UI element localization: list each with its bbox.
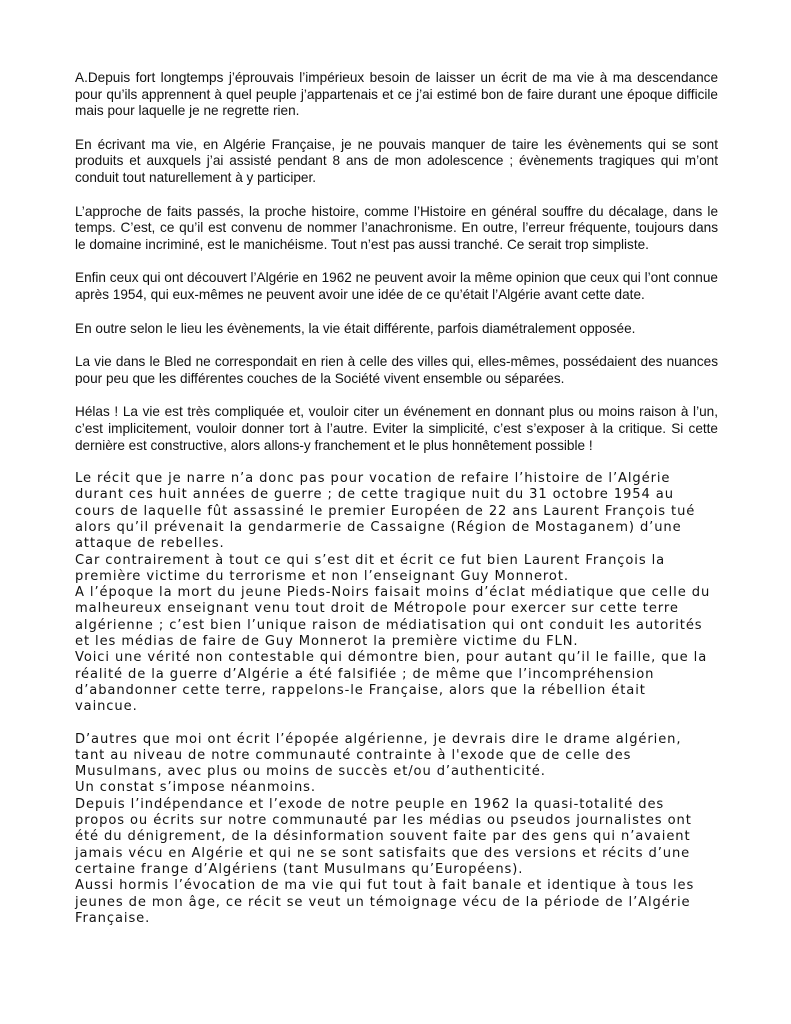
paragraph: Hélas ! La vie est très compliquée et, vouloir citer un événement en donnant plus ou moins raison à l’un, c’est implicitement, vouloir donner tort à l’autre. Eviter la simplicité, c’est s’exposer à la critique. Si cette dernière est constructive, alors allons-y franchement et le plus honnêtement possible ! bbox=[75, 404, 718, 453]
text-line: Voici une vérité non contestable qui démontre bien, pour autant qu’il le faille, que la bbox=[75, 650, 708, 666]
text-line: et les médias de faire de Guy Monnerot la première victime du FLN. bbox=[75, 634, 579, 650]
paragraph: Enfin ceux qui ont découvert l’Algérie en 1962 ne peuvent avoir la même opinion que ceux qui l’ont connue après 1954, qui eux-mêmes ne peuvent avoir une idée de ce qu’était l’Algérie avant cette date. bbox=[75, 270, 718, 302]
text-line: réalité de la guerre d’Algérie a été falsifiée ; de même que l’incompréhension bbox=[75, 666, 655, 682]
text-line: première victime du terrorisme et non l’enseignant Guy Monnerot. bbox=[75, 568, 569, 584]
text-line: été du dénigrement, de la désinformation souvent faite par des gens qui n’avaient bbox=[75, 829, 691, 845]
paragraph: L’approche de faits passés, la proche histoire, comme l’Histoire en général souffre du décalage, dans le temps. C’est, ce qu’il est convenu de nommer l’anachronisme. En outre, l’erreur fréquente, toujours dans le domaine incriminé, est le manichéisme. Tout n’est pas aussi tranché. Ce serait trop simpliste. bbox=[75, 203, 718, 252]
paragraph-gap bbox=[75, 716, 718, 732]
text-line: algérienne ; c’est bien l’unique raison de médiatisation qui ont conduit les autorités bbox=[75, 617, 703, 633]
text-line: jamais vécu en Algérie et qui ne se sont satisfaits que des versions et récits d’une bbox=[75, 845, 691, 861]
paragraph: La vie dans le Bled ne correspondait en rien à celle des villes qui, elles-mêmes, possédaient des nuances pour peu que les différentes couches de la Société vivent ensemble ou séparées. bbox=[75, 354, 718, 386]
text-line: Depuis l’indépendance et l’exode de notre peuple en 1962 la quasi-totalité des bbox=[75, 796, 665, 812]
text-line: d’abandonner cette terre, rappelons-le Française, alors que la rébellion était bbox=[75, 682, 646, 698]
text-line: Car contrairement à tout ce qui s’est dit et écrit ce fut bien Laurent François la bbox=[75, 552, 666, 568]
text-line: Le récit que je narre n’a donc pas pour vocation de refaire l’histoire de l’Algérie bbox=[75, 471, 671, 487]
text-line: cours de laquelle fût assassiné le premier Européen de 22 ans Laurent François tué bbox=[75, 503, 696, 519]
paragraph: En écrivant ma vie, en Algérie Française, je ne pouvais manquer de taire les évènements qui se sont produits et auxquels j’ai assisté pendant 8 ans de mon adolescence ; évènements tragiques qui m’ont conduit tout naturellement à y participer. bbox=[75, 136, 718, 185]
text-line: vaincue. bbox=[75, 699, 138, 715]
text-line: alors qu’il prévenait la gendarmerie de Cassaigne (Région de Mostaganem) d’une bbox=[75, 519, 682, 535]
text-line: Aussi hormis l’évocation de ma vie qui fut tout à fait banale et identique à tous les bbox=[75, 878, 695, 894]
text-line: tant au niveau de notre communauté contrainte à l'exode que de celle des bbox=[75, 747, 632, 763]
text-line: attaque de rebelles. bbox=[75, 536, 225, 552]
text-line: jeunes de mon âge, ce récit se veut un témoignage vécu de la période de l’Algérie bbox=[75, 894, 691, 910]
text-line: malheureux enseignant venu tout droit de Métropole pour exercer sur cette terre bbox=[75, 601, 679, 617]
text-line: propos ou écrits sur notre communauté par les médias ou pseudos journalistes ont bbox=[75, 813, 692, 829]
narrative-section bbox=[75, 471, 718, 927]
text-line: durant ces huit années de guerre ; de cette tragique nuit du 31 octobre 1954 au bbox=[75, 487, 674, 503]
text-line: certaine frange d’Algériens (tant Musulmans qu’Européens). bbox=[75, 861, 524, 877]
intro-section bbox=[75, 70, 718, 454]
paragraph: A.Depuis fort longtemps j’éprouvais l’impérieux besoin de laisser un écrit de ma vie à ma descendance pour qu’ils apprennent à quel peuple j’appartenais et ce j’ai estimé bon de faire durant une époque difficile mais pour laquelle je ne regrette rien. bbox=[75, 70, 718, 119]
text-line: A l’époque la mort du jeune Pieds-Noirs faisait moins d’éclat médiatique que celle du bbox=[75, 585, 711, 601]
text-line: Musulmans, avec plus ou moins de succès et/ou d’authenticité. bbox=[75, 764, 546, 780]
text-line: Française. bbox=[75, 910, 151, 926]
text-line: D’autres que moi ont écrit l’épopée algérienne, je devrais dire le drame algérien, bbox=[75, 731, 682, 747]
text-line: Un constat s’impose néanmoins. bbox=[75, 780, 316, 796]
document-page bbox=[75, 70, 718, 927]
paragraph: En outre selon le lieu les évènements, la vie était différente, parfois diamétralement opposée. bbox=[75, 320, 636, 336]
